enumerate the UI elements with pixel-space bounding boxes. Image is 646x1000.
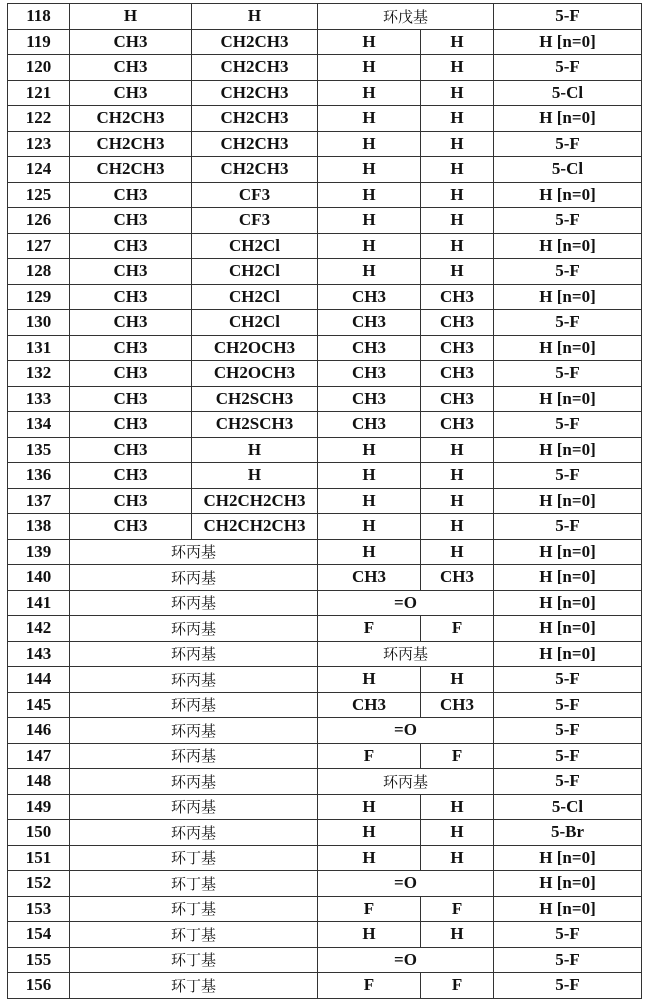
substituent-2-cell: CH2CH2CH3 <box>192 514 318 540</box>
table-row <box>8 55 642 81</box>
substituent-4-cell: H <box>421 488 494 514</box>
substituent-4-cell: H <box>421 182 494 208</box>
substituent-1-cell: CH3 <box>70 259 192 285</box>
substituent-5-cell: 5-F <box>494 310 642 336</box>
compound-number-cell: 154 <box>8 922 70 948</box>
substituent-1-2-merged-cell: 环丙基 <box>70 565 318 591</box>
substituent-1-cell: CH3 <box>70 284 192 310</box>
substituent-3-4-merged-cell: =O <box>318 718 494 744</box>
substituent-1-2-merged-cell: 环丙基 <box>70 616 318 642</box>
substituent-3-cell: H <box>318 437 421 463</box>
substituent-4-cell: CH3 <box>421 361 494 387</box>
substituent-3-cell: H <box>318 157 421 183</box>
compound-number-cell: 135 <box>8 437 70 463</box>
substituent-2-cell: CH2Cl <box>192 259 318 285</box>
substituent-1-cell: H <box>70 4 192 30</box>
substituent-2-cell: CH2Cl <box>192 310 318 336</box>
table-row <box>8 794 642 820</box>
substituent-4-cell: CH3 <box>421 692 494 718</box>
compound-number-cell: 130 <box>8 310 70 336</box>
substituent-5-cell: H [n=0] <box>494 896 642 922</box>
substituent-1-2-merged-cell: 环丙基 <box>70 820 318 846</box>
compound-number-cell: 120 <box>8 55 70 81</box>
compound-number-cell: 149 <box>8 794 70 820</box>
substituent-5-cell: 5-F <box>494 259 642 285</box>
substituent-1-cell: CH3 <box>70 208 192 234</box>
table-row <box>8 947 642 973</box>
substituent-1-2-merged-cell: 环丙基 <box>70 590 318 616</box>
substituent-4-cell: H <box>421 463 494 489</box>
substituent-2-cell: CF3 <box>192 208 318 234</box>
substituent-5-cell: 5-Cl <box>494 80 642 106</box>
compound-number-cell: 134 <box>8 412 70 438</box>
table-row <box>8 641 642 667</box>
compound-number-cell: 156 <box>8 973 70 999</box>
table-row <box>8 820 642 846</box>
substituent-4-cell: H <box>421 106 494 132</box>
substituent-2-cell: CH2OCH3 <box>192 361 318 387</box>
substituent-3-cell: CH3 <box>318 310 421 336</box>
substituent-5-cell: 5-Br <box>494 820 642 846</box>
substituent-1-cell: CH3 <box>70 182 192 208</box>
compound-number-cell: 122 <box>8 106 70 132</box>
substituent-5-cell: H [n=0] <box>494 539 642 565</box>
substituent-5-cell: 5-F <box>494 361 642 387</box>
compound-number-cell: 121 <box>8 80 70 106</box>
substituent-2-cell: CH2OCH3 <box>192 335 318 361</box>
compound-number-cell: 153 <box>8 896 70 922</box>
substituent-3-cell: H <box>318 55 421 81</box>
substituent-5-cell: 5-F <box>494 922 642 948</box>
substituent-5-cell: 5-F <box>494 463 642 489</box>
substituent-1-cell: CH2CH3 <box>70 157 192 183</box>
substituent-2-cell: CF3 <box>192 182 318 208</box>
substituent-4-cell: H <box>421 794 494 820</box>
substituent-5-cell: H [n=0] <box>494 29 642 55</box>
substituent-4-cell: CH3 <box>421 412 494 438</box>
substituent-2-cell: H <box>192 4 318 30</box>
substituent-5-cell: 5-F <box>494 667 642 693</box>
substituent-3-cell: F <box>318 743 421 769</box>
substituent-1-2-merged-cell: 环丁基 <box>70 922 318 948</box>
table-row <box>8 973 642 999</box>
compound-number-cell: 143 <box>8 641 70 667</box>
substituent-3-cell: H <box>318 233 421 259</box>
compound-number-cell: 137 <box>8 488 70 514</box>
table-row <box>8 667 642 693</box>
table-row <box>8 718 642 744</box>
substituent-3-cell: H <box>318 131 421 157</box>
substituent-1-cell: CH2CH3 <box>70 131 192 157</box>
substituent-4-cell: H <box>421 667 494 693</box>
table-row <box>8 310 642 336</box>
compound-number-cell: 138 <box>8 514 70 540</box>
compound-number-cell: 144 <box>8 667 70 693</box>
compound-number-cell: 151 <box>8 845 70 871</box>
substituent-5-cell: 5-F <box>494 743 642 769</box>
substituent-2-cell: CH2CH3 <box>192 80 318 106</box>
substituent-5-cell: 5-Cl <box>494 157 642 183</box>
table-row <box>8 871 642 897</box>
substituent-4-cell: H <box>421 157 494 183</box>
table-row <box>8 284 642 310</box>
substituent-3-cell: H <box>318 667 421 693</box>
table-row <box>8 692 642 718</box>
compound-number-cell: 155 <box>8 947 70 973</box>
table-row <box>8 182 642 208</box>
substituent-3-cell: H <box>318 820 421 846</box>
substituent-1-2-merged-cell: 环丙基 <box>70 641 318 667</box>
compound-number-cell: 139 <box>8 539 70 565</box>
substituent-1-cell: CH2CH3 <box>70 106 192 132</box>
substituent-5-cell: H [n=0] <box>494 106 642 132</box>
table-row <box>8 488 642 514</box>
substituent-3-cell: H <box>318 463 421 489</box>
substituent-4-cell: H <box>421 29 494 55</box>
table-row <box>8 539 642 565</box>
substituent-4-cell: H <box>421 539 494 565</box>
compound-number-cell: 148 <box>8 769 70 795</box>
compound-number-cell: 128 <box>8 259 70 285</box>
table-row <box>8 463 642 489</box>
compound-number-cell: 141 <box>8 590 70 616</box>
substituent-4-cell: CH3 <box>421 386 494 412</box>
substituent-5-cell: 5-F <box>494 692 642 718</box>
substituent-4-cell: H <box>421 845 494 871</box>
substituent-1-2-merged-cell: 环丙基 <box>70 743 318 769</box>
substituent-4-cell: F <box>421 973 494 999</box>
substituent-3-cell: CH3 <box>318 565 421 591</box>
substituent-1-cell: CH3 <box>70 80 192 106</box>
compound-number-cell: 125 <box>8 182 70 208</box>
substituent-3-cell: H <box>318 922 421 948</box>
substituent-2-cell: H <box>192 437 318 463</box>
compound-number-cell: 126 <box>8 208 70 234</box>
substituent-1-2-merged-cell: 环丁基 <box>70 871 318 897</box>
substituent-1-cell: CH3 <box>70 437 192 463</box>
substituent-3-cell: H <box>318 488 421 514</box>
table-row <box>8 208 642 234</box>
substituent-3-cell: H <box>318 106 421 132</box>
substituent-5-cell: 5-F <box>494 4 642 30</box>
table-row <box>8 259 642 285</box>
compound-number-cell: 127 <box>8 233 70 259</box>
substituent-3-cell: H <box>318 539 421 565</box>
substituent-2-cell: CH2Cl <box>192 284 318 310</box>
substituent-2-cell: H <box>192 463 318 489</box>
substituent-5-cell: H [n=0] <box>494 386 642 412</box>
substituent-1-2-merged-cell: 环丁基 <box>70 947 318 973</box>
substituent-4-cell: H <box>421 80 494 106</box>
substituent-5-cell: H [n=0] <box>494 871 642 897</box>
substituent-5-cell: 5-F <box>494 55 642 81</box>
substituent-5-cell: 5-F <box>494 208 642 234</box>
substituent-3-cell: CH3 <box>318 284 421 310</box>
compound-number-cell: 119 <box>8 29 70 55</box>
compound-number-cell: 118 <box>8 4 70 30</box>
substituent-3-cell: H <box>318 182 421 208</box>
substituent-1-2-merged-cell: 环丁基 <box>70 973 318 999</box>
substituent-3-cell: F <box>318 973 421 999</box>
table-row <box>8 335 642 361</box>
substituent-1-2-merged-cell: 环丙基 <box>70 667 318 693</box>
substituent-5-cell: H [n=0] <box>494 182 642 208</box>
substituent-2-cell: CH2CH2CH3 <box>192 488 318 514</box>
compound-number-cell: 136 <box>8 463 70 489</box>
substituent-3-cell: H <box>318 514 421 540</box>
compound-number-cell: 152 <box>8 871 70 897</box>
substituent-3-cell: CH3 <box>318 412 421 438</box>
substituent-1-2-merged-cell: 环丙基 <box>70 692 318 718</box>
table-row <box>8 845 642 871</box>
substituent-3-cell: H <box>318 845 421 871</box>
substituent-4-cell: H <box>421 514 494 540</box>
substituent-3-cell: F <box>318 616 421 642</box>
compound-table <box>7 3 642 999</box>
substituent-1-cell: CH3 <box>70 233 192 259</box>
substituent-1-cell: CH3 <box>70 335 192 361</box>
substituent-3-cell: CH3 <box>318 335 421 361</box>
table-row <box>8 565 642 591</box>
substituent-4-cell: F <box>421 743 494 769</box>
table-row <box>8 743 642 769</box>
substituent-3-cell: F <box>318 896 421 922</box>
substituent-4-cell: H <box>421 820 494 846</box>
substituent-5-cell: H [n=0] <box>494 233 642 259</box>
substituent-4-cell: CH3 <box>421 284 494 310</box>
substituent-3-4-merged-cell: 环丙基 <box>318 641 494 667</box>
substituent-1-2-merged-cell: 环丙基 <box>70 769 318 795</box>
substituent-3-4-merged-cell: =O <box>318 590 494 616</box>
substituent-5-cell: H [n=0] <box>494 590 642 616</box>
substituent-3-4-merged-cell: =O <box>318 871 494 897</box>
substituent-1-cell: CH3 <box>70 514 192 540</box>
compound-number-cell: 131 <box>8 335 70 361</box>
substituent-3-4-merged-cell: 环戊基 <box>318 4 494 30</box>
substituent-5-cell: 5-Cl <box>494 794 642 820</box>
compound-number-cell: 147 <box>8 743 70 769</box>
compound-number-cell: 150 <box>8 820 70 846</box>
substituent-3-cell: CH3 <box>318 361 421 387</box>
table-row <box>8 157 642 183</box>
compound-number-cell: 146 <box>8 718 70 744</box>
substituent-1-2-merged-cell: 环丁基 <box>70 896 318 922</box>
substituent-2-cell: CH2CH3 <box>192 55 318 81</box>
substituent-1-cell: CH3 <box>70 412 192 438</box>
substituent-3-cell: H <box>318 80 421 106</box>
substituent-2-cell: CH2SCH3 <box>192 412 318 438</box>
substituent-5-cell: 5-F <box>494 769 642 795</box>
table-row <box>8 437 642 463</box>
compound-number-cell: 123 <box>8 131 70 157</box>
table-row <box>8 361 642 387</box>
table-row <box>8 896 642 922</box>
substituent-3-cell: H <box>318 259 421 285</box>
compound-number-cell: 133 <box>8 386 70 412</box>
substituent-5-cell: 5-F <box>494 412 642 438</box>
substituent-1-cell: CH3 <box>70 386 192 412</box>
substituent-5-cell: 5-F <box>494 947 642 973</box>
substituent-5-cell: H [n=0] <box>494 845 642 871</box>
substituent-5-cell: 5-F <box>494 718 642 744</box>
table-row <box>8 4 642 30</box>
table-row <box>8 106 642 132</box>
table-row <box>8 922 642 948</box>
compound-number-cell: 142 <box>8 616 70 642</box>
substituent-5-cell: H [n=0] <box>494 565 642 591</box>
table-row <box>8 769 642 795</box>
substituent-4-cell: CH3 <box>421 565 494 591</box>
table-row <box>8 131 642 157</box>
substituent-5-cell: H [n=0] <box>494 641 642 667</box>
substituent-2-cell: CH2CH3 <box>192 157 318 183</box>
substituent-2-cell: CH2Cl <box>192 233 318 259</box>
substituent-1-cell: CH3 <box>70 361 192 387</box>
substituent-3-4-merged-cell: 环丙基 <box>318 769 494 795</box>
substituent-4-cell: H <box>421 131 494 157</box>
substituent-3-cell: H <box>318 794 421 820</box>
substituent-3-cell: CH3 <box>318 386 421 412</box>
substituent-2-cell: CH2CH3 <box>192 106 318 132</box>
substituent-2-cell: CH2CH3 <box>192 131 318 157</box>
substituent-1-cell: CH3 <box>70 29 192 55</box>
substituent-4-cell: H <box>421 922 494 948</box>
table-row <box>8 514 642 540</box>
substituent-4-cell: CH3 <box>421 310 494 336</box>
substituent-5-cell: 5-F <box>494 973 642 999</box>
substituent-3-cell: H <box>318 208 421 234</box>
table-row <box>8 412 642 438</box>
table-row <box>8 386 642 412</box>
table-row <box>8 233 642 259</box>
substituent-4-cell: CH3 <box>421 335 494 361</box>
substituent-4-cell: H <box>421 55 494 81</box>
substituent-1-cell: CH3 <box>70 310 192 336</box>
substituent-3-cell: H <box>318 29 421 55</box>
compound-number-cell: 145 <box>8 692 70 718</box>
substituent-5-cell: H [n=0] <box>494 488 642 514</box>
table-body <box>8 4 642 999</box>
substituent-2-cell: CH2SCH3 <box>192 386 318 412</box>
substituent-3-4-merged-cell: =O <box>318 947 494 973</box>
substituent-4-cell: H <box>421 259 494 285</box>
substituent-4-cell: H <box>421 437 494 463</box>
table-row <box>8 590 642 616</box>
compound-number-cell: 124 <box>8 157 70 183</box>
substituent-1-cell: CH3 <box>70 463 192 489</box>
substituent-5-cell: 5-F <box>494 514 642 540</box>
substituent-5-cell: H [n=0] <box>494 335 642 361</box>
substituent-1-cell: CH3 <box>70 55 192 81</box>
substituent-1-2-merged-cell: 环丙基 <box>70 539 318 565</box>
substituent-1-cell: CH3 <box>70 488 192 514</box>
substituent-5-cell: 5-F <box>494 131 642 157</box>
substituent-1-2-merged-cell: 环丙基 <box>70 794 318 820</box>
substituent-5-cell: H [n=0] <box>494 616 642 642</box>
substituent-4-cell: F <box>421 616 494 642</box>
substituent-4-cell: F <box>421 896 494 922</box>
table-row <box>8 29 642 55</box>
compound-number-cell: 140 <box>8 565 70 591</box>
substituent-1-2-merged-cell: 环丙基 <box>70 718 318 744</box>
substituent-5-cell: H [n=0] <box>494 437 642 463</box>
compound-number-cell: 129 <box>8 284 70 310</box>
substituent-3-cell: CH3 <box>318 692 421 718</box>
substituent-4-cell: H <box>421 208 494 234</box>
table-row <box>8 80 642 106</box>
substituent-1-2-merged-cell: 环丁基 <box>70 845 318 871</box>
substituent-5-cell: H [n=0] <box>494 284 642 310</box>
substituent-4-cell: H <box>421 233 494 259</box>
compound-number-cell: 132 <box>8 361 70 387</box>
substituent-2-cell: CH2CH3 <box>192 29 318 55</box>
table-row <box>8 616 642 642</box>
